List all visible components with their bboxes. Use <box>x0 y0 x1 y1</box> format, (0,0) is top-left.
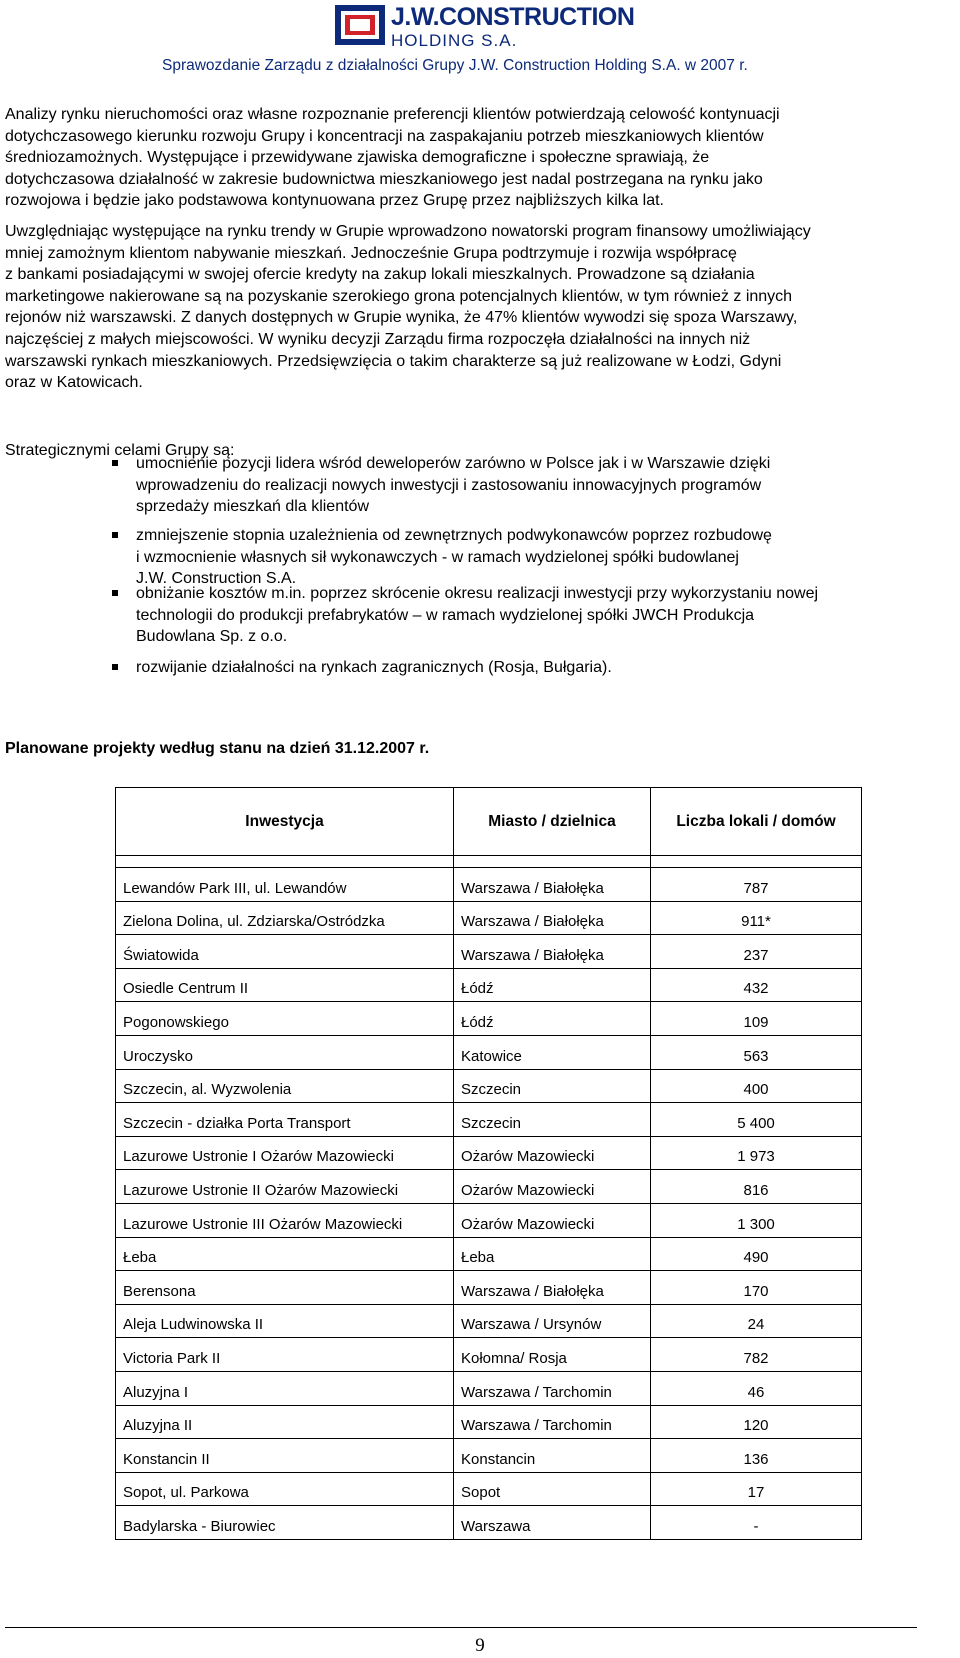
cell-location: Ożarów Mazowiecki <box>454 1136 651 1170</box>
cell-unit-count: 170 <box>651 1271 862 1305</box>
text-line: zmniejszenie stopnia uzależnienia od zewnętrznych podwykonawców poprzez rozbudowę <box>136 527 772 544</box>
projects-title: Planowane projekty według stanu na dzień 31.12.2007 r. <box>5 740 430 757</box>
text-line: technologii do produkcji prefabrykatów – w ramach wydzielonej spółki JWCH Produkcja <box>136 606 755 624</box>
cell-investment: Berensona <box>116 1271 454 1305</box>
cell-investment: Victoria Park II <box>116 1338 454 1372</box>
cell-unit-count: 109 <box>651 1002 862 1036</box>
text-line: oraz w Katowicach. <box>5 374 143 392</box>
intro-paragraph-2 <box>5 221 955 394</box>
cell-location: Łódź <box>454 968 651 1002</box>
table-row <box>116 1271 862 1305</box>
cell-location: Ożarów Mazowiecki <box>454 1170 651 1204</box>
table-row <box>116 1136 862 1170</box>
text-line: i wzmocnienie własnych sił wykonawczych - w ramach wydzielonej spółki budowlanej <box>136 548 739 566</box>
projects-table <box>115 787 862 1540</box>
column-header: Miasto / dzielnica <box>454 788 651 856</box>
cell-location: Konstancin <box>454 1439 651 1473</box>
table-body <box>116 856 862 1540</box>
table-header-row <box>116 788 862 856</box>
table-row <box>116 1472 862 1506</box>
text-line: warszawski rynkach mieszkaniowych. Przedsięwzięcia o takim charakterze są już realizowane w Łodzi, Gdyni <box>5 352 782 370</box>
company-logo <box>335 5 634 49</box>
cell-unit-count: 1 973 <box>651 1136 862 1170</box>
cell-location: Ożarów Mazowiecki <box>454 1203 651 1237</box>
table-row <box>116 1002 862 1036</box>
cell-investment: Badylarska - Biurowiec <box>116 1506 454 1540</box>
table-row <box>116 968 862 1002</box>
cell-location: Łódź <box>454 1002 651 1036</box>
cell-unit-count: 237 <box>651 935 862 969</box>
cell-investment: Osiedle Centrum II <box>116 968 454 1002</box>
text-line: średniozamożnych. Występujące i przewidywane zjawiska demograficzne i społeczne sprawiają, że <box>5 149 710 167</box>
bullet-icon <box>112 590 118 596</box>
table-row <box>116 901 862 935</box>
text-line: mniej zamożnym klientom nabywanie mieszkań. Jednocześnie Grupa podtrzymuje i rozwija współpracę <box>5 244 737 262</box>
cell-investment: Zielona Dolina, ul. Zdziarska/Ostródzka <box>116 901 454 935</box>
cell-unit-count: 46 <box>651 1371 862 1405</box>
strategy-title: Strategicznymi celami Grupy są: <box>5 442 235 459</box>
bullet-icon <box>112 532 118 538</box>
table-row <box>116 1405 862 1439</box>
text-line: wprowadzeniu do realizacji nowych inwestycji i zastosowaniu innowacyjnych programów <box>136 476 762 494</box>
text-line: sprzedaży mieszkań dla klientów <box>136 498 369 516</box>
text-line: Budowlana Sp. z o.o. <box>136 628 288 646</box>
table-row <box>116 1035 862 1069</box>
cell-unit-count: 136 <box>651 1439 862 1473</box>
footer-divider <box>5 1627 917 1628</box>
page-number: 9 <box>475 1635 485 1656</box>
text-line: marketingowe nakierowane są na pozyskanie szerokiego grona potencjalnych klientów, w tym również z innych <box>5 287 793 305</box>
table-row <box>116 1069 862 1103</box>
logo-line-2: HOLDING S.A. <box>391 31 518 50</box>
cell-investment: Lazurowe Ustronie II Ożarów Mazowiecki <box>116 1170 454 1204</box>
cell-unit-count: 911* <box>651 901 862 935</box>
table-row <box>116 1103 862 1137</box>
cell-location: Katowice <box>454 1035 651 1069</box>
table-row <box>116 1170 862 1204</box>
cell-investment: Sopot, ul. Parkowa <box>116 1472 454 1506</box>
cell-investment: Lazurowe Ustronie I Ożarów Mazowiecki <box>116 1136 454 1170</box>
cell-investment: Szczecin - działka Porta Transport <box>116 1103 454 1137</box>
cell-location: Warszawa / Białołęka <box>454 868 651 902</box>
text-line: umocnienie pozycji lidera wśród deweloperów zarówno w Polsce jak i w Warszawie dzięki <box>136 455 771 472</box>
cell-location: Warszawa / Białołęka <box>454 935 651 969</box>
cell-investment: Aluzyjna I <box>116 1371 454 1405</box>
cell-investment: Szczecin, al. Wyzwolenia <box>116 1069 454 1103</box>
cell-unit-count: 432 <box>651 968 862 1002</box>
cell-investment: Aluzyjna II <box>116 1405 454 1439</box>
logo-line-1: J.W.CONSTRUCTION <box>391 3 635 31</box>
cell-unit-count: 24 <box>651 1304 862 1338</box>
cell-location: Warszawa / Białołęka <box>454 1271 651 1305</box>
cell-location: Kołomna/ Rosja <box>454 1338 651 1372</box>
table-row <box>116 1203 862 1237</box>
cell-location: Warszawa / Tarchomin <box>454 1371 651 1405</box>
cell-location: Szczecin <box>454 1103 651 1137</box>
cell-investment: Pogonowskiego <box>116 1002 454 1036</box>
table-spacer-row <box>116 856 862 868</box>
intro-paragraph-1 <box>5 104 955 212</box>
report-title: Sprawozdanie Zarządu z działalności Grupy J.W. Construction Holding S.A. w 2007 r. <box>162 57 748 74</box>
text-line: Analizy rynku nieruchomości oraz własne rozpoznanie preferencji klientów potwierdzają celowość kontynuacji <box>5 106 780 123</box>
cell-investment: Lazurowe Ustronie III Ożarów Mazowiecki <box>116 1203 454 1237</box>
cell-unit-count: 120 <box>651 1405 862 1439</box>
cell-location: Warszawa <box>454 1506 651 1540</box>
table-row <box>116 1304 862 1338</box>
table-row <box>116 1371 862 1405</box>
cell-unit-count: 816 <box>651 1170 862 1204</box>
text-line: dotychczasowego kierunku rozwoju Grupy i koncentracji na zaspakajaniu potrzeb mieszkaniowych klientów <box>5 127 764 145</box>
cell-investment: Uroczysko <box>116 1035 454 1069</box>
cell-location: Warszawa / Ursynów <box>454 1304 651 1338</box>
column-header: Inwestycja <box>116 788 454 856</box>
text-line: dotychczasowa działalność w zakresie budownictwa mieszkaniowego jest nadal postrzegana na rynku jako <box>5 170 763 188</box>
cell-location: Warszawa / Tarchomin <box>454 1405 651 1439</box>
cell-location: Łeba <box>454 1237 651 1271</box>
text-line: rozwijanie działalności na rynkach zagranicznych (Rosja, Bułgaria). <box>136 659 612 676</box>
company-logo-icon <box>335 5 385 45</box>
cell-investment: Konstancin II <box>116 1439 454 1473</box>
text-line: rozwojowa i będzie jako podstawowa kontynuowana przez Grupę przez najbliższych kilka lat. <box>5 192 664 210</box>
text-line: rejonów niż warszawski. Z danych dostępnych w Grupie wynika, że 47% klientów wywodzi się spoza Warszawy, <box>5 309 798 327</box>
cell-location: Warszawa / Białołęka <box>454 901 651 935</box>
text-line: J.W. Construction S.A. <box>136 570 297 588</box>
cell-investment: Aleja Ludwinowska II <box>116 1304 454 1338</box>
cell-investment: Światowida <box>116 935 454 969</box>
bullet-icon <box>112 664 118 670</box>
table-row <box>116 1338 862 1372</box>
text-line: Uwzględniając występujące na rynku trendy w Grupie wprowadzono nowatorski program finansowy umożliwiający <box>5 223 811 240</box>
cell-unit-count: 782 <box>651 1338 862 1372</box>
cell-unit-count: 1 300 <box>651 1203 862 1237</box>
table-row <box>116 1237 862 1271</box>
table-row <box>116 1439 862 1473</box>
table-row <box>116 935 862 969</box>
cell-investment: Lewandów Park III, ul. Lewandów <box>116 868 454 902</box>
cell-unit-count: 787 <box>651 868 862 902</box>
cell-location: Szczecin <box>454 1069 651 1103</box>
cell-investment: Łeba <box>116 1237 454 1271</box>
cell-unit-count: 400 <box>651 1069 862 1103</box>
cell-unit-count: 5 400 <box>651 1103 862 1137</box>
cell-unit-count: 490 <box>651 1237 862 1271</box>
cell-unit-count: 17 <box>651 1472 862 1506</box>
text-line: obniżanie kosztów m.in. poprzez skrócenie okresu realizacji inwestycji przy wykorzystaniu nowej <box>136 585 819 602</box>
bullet-icon <box>112 460 118 466</box>
column-header: Liczba lokali / domów <box>651 788 862 856</box>
cell-location: Sopot <box>454 1472 651 1506</box>
cell-unit-count: - <box>651 1506 862 1540</box>
text-line: z bankami posiadającymi w swojej ofercie kredyty na zakup lokali mieszkalnych. Prowadzone są działania <box>5 266 755 284</box>
table-row <box>116 868 862 902</box>
table-row <box>116 1506 862 1540</box>
cell-unit-count: 563 <box>651 1035 862 1069</box>
text-line: najczęściej z małych miejscowości. W wyniku decyzji Zarządu firma rozpoczęła działalności na innych niż <box>5 330 751 348</box>
